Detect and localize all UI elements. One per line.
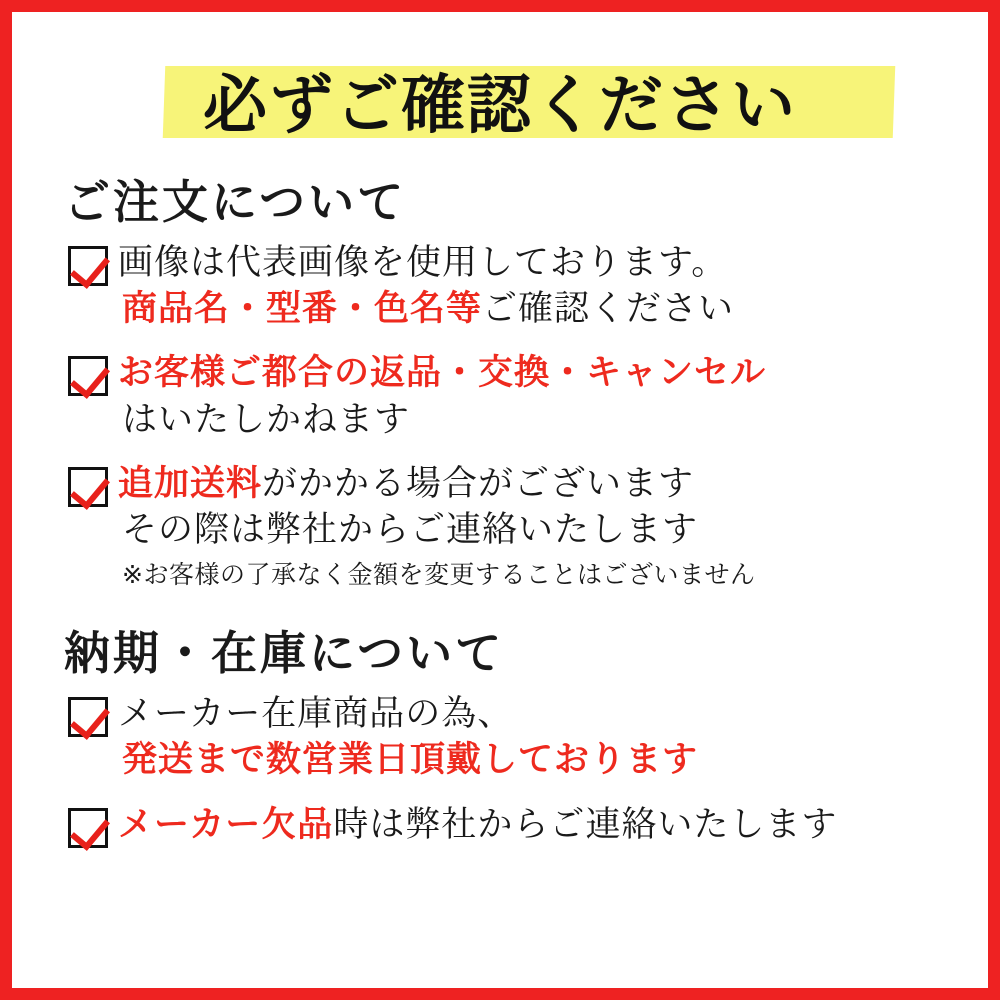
checkbox-checked-icon — [68, 356, 108, 396]
list-item-line-rest: 時は弊社からご連絡いたします — [333, 804, 838, 845]
list-item-text — [118, 802, 954, 848]
checkbox-checked-icon — [68, 246, 108, 286]
list-item-line-rest: がかかる場合がございます — [262, 463, 695, 504]
list-item-line: その際は弊社からご連絡いたします — [122, 509, 699, 550]
checkbox-checked-icon — [68, 808, 108, 848]
list-item-note: ※お客様の了承なく金額を変更することはございません — [122, 560, 756, 590]
section-heading-orders: ご注文について — [64, 175, 407, 229]
border-left — [0, 0, 12, 1000]
page-title-text: 必ずご確認ください — [203, 69, 797, 143]
list-item — [68, 350, 954, 442]
page-title — [46, 38, 954, 148]
list-item — [68, 802, 954, 848]
list-item-line — [122, 286, 954, 332]
border-right — [988, 0, 1000, 1000]
list-item-text — [118, 461, 954, 591]
list-item-line-rest: ご確認ください — [482, 289, 735, 330]
list-item-line — [118, 461, 954, 507]
emphasis-text: メーカー欠品 — [118, 804, 334, 845]
section-heading-delivery: 納期・在庫について — [64, 626, 505, 681]
list-item — [68, 461, 954, 591]
list-item-line: お客様ご都合の返品・交換・キャンセル — [118, 353, 767, 394]
checkbox-checked-icon — [68, 697, 108, 737]
list-item-text — [118, 350, 954, 442]
checkbox-checked-icon — [68, 467, 108, 507]
list-item — [68, 240, 954, 332]
list-item-line: 画像は代表画像を使用しております。 — [118, 243, 728, 283]
border-top — [0, 0, 1000, 12]
emphasis-text: 商品名・型番・色名等 — [122, 289, 483, 330]
list-item-line: はいたしかねます — [122, 399, 411, 440]
notice-page — [12, 12, 988, 988]
list-item-text — [118, 691, 954, 783]
emphasis-text: 追加送料 — [118, 463, 263, 504]
list-item — [68, 691, 954, 783]
border-bottom — [0, 988, 1000, 1000]
list-item-line — [118, 802, 954, 848]
list-item-text — [118, 240, 954, 332]
list-item-line: 発送まで数営業日頂戴しております — [122, 740, 699, 781]
list-item-line: メーカー在庫商品の為、 — [118, 694, 514, 735]
